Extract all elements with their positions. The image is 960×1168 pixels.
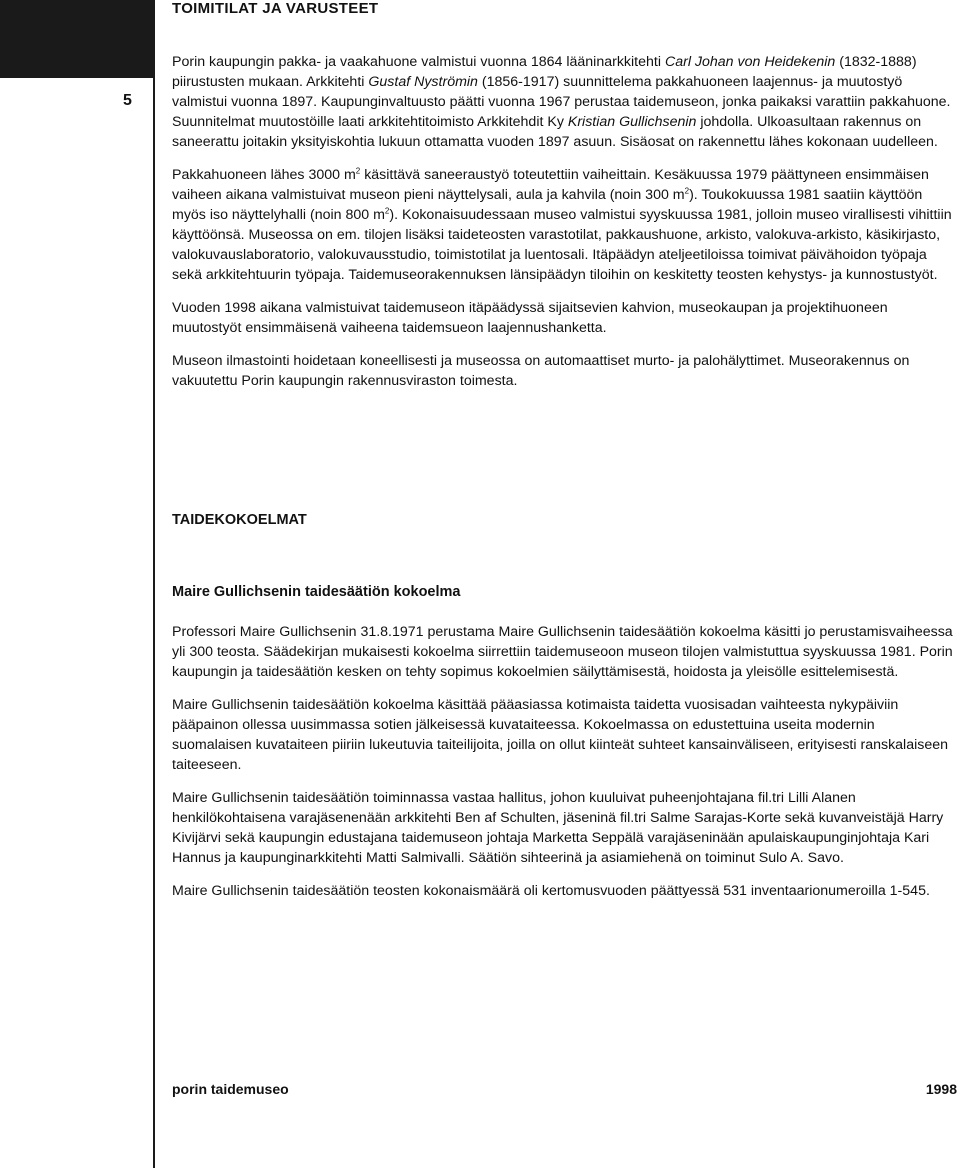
margin-vertical-rule <box>153 78 155 1168</box>
margin-black-block <box>0 0 155 78</box>
section-title: TOIMITILAT JA VARUSTEET <box>172 0 379 17</box>
heading-foundation-collection: Maire Gullichsenin taidesäätiön kokoelma <box>172 584 461 600</box>
history-paragraph-1: Porin kaupungin pakka- ja vaakahuone valmistui vuonna 1864 lääninarkkitehti Carl Johan von Heidekenin (1832-1888) piirustusten mukaan. Arkkitehti Gustaf Nyströmin (1856-1917) suunnittelema pakkahuoneen laajennus- ja muutostyö valmistui vuonna 1897. Kaupunginvaltuusto päätti vuonna 1967 perustaa taidemuseon, jonka paikaksi varattiin pakkahuone. Suunnitelmat muutostöille laati arkkitehtitoimisto Arkkitehdit Ky Kristian Gullichsenin johdolla. Ulkoasultaan rakennus on saneerattu joitakin yksityiskohtia lukuun ottamatta vuoden 1897 asuun. Sisäosat on rakennettu lähes kokonaan uudelleen. <box>172 54 951 150</box>
history-text-block <box>172 52 958 391</box>
history-paragraph-3: Vuoden 1998 aikana valmistuivat taidemuseon itäpäädyssä sijaitsevien kahvion, museokaupan ja projektihuoneen muutostyöt ensimmäisenä vaiheena taidemsueon laajennushanketta. <box>172 300 888 336</box>
page-number: 5 <box>123 92 132 109</box>
footer-publisher: porin taidemuseo <box>172 1081 289 1097</box>
footer-year: 1998 <box>925 1081 957 1097</box>
collection-paragraph-2: Maire Gullichsenin taidesäätiön kokoelma käsittää pääasiassa kotimaista taidetta vuosisadan vaihteesta nykypäiviin pääpainon ollessa uusimmassa sotien jälkeisessä kuvataiteessa. Kokoelmassa on edustettuina useita modernin suomalaisen kuvataiteen piiriin lukeutuvia taiteilijoita, joilla on ollut kiinteät suhteet kansainväliseen, erityisesti ranskalaiseen taiteeseen. <box>172 697 949 773</box>
collection-paragraph-1: Professori Maire Gullichsenin 31.8.1971 perustama Maire Gullichsenin taidesäätiön kokoelma käsitti jo perustamisvaiheessa yli 300 teosta. Säädekirjan mukaisesti kokoelma siirrettiin taidemuseoon museon tilojen valmistuttua syyskuussa 1981. Porin kaupungin ja taidesäätiön kesken on tehty sopimus kokoelmien säilyttämisestä, hoidosta ja yleisölle esittelemisestä. <box>172 624 953 680</box>
history-paragraph-4: Museon ilmastointi hoidetaan koneellisesti ja museossa on automaattiset murto- ja palohälyttimet. Museorakennus on vakuutettu Porin kaupungin rakennusviraston toimesta. <box>172 353 910 389</box>
collection-text-block <box>172 622 958 901</box>
heading-collections: TAIDEKOKOELMAT <box>172 512 307 528</box>
collection-paragraph-4: Maire Gullichsenin taidesäätiön teosten kokonaismäärä oli kertomusvuoden päättyessä 531 inventaarionumeroilla 1-545. <box>172 883 930 899</box>
collection-paragraph-3: Maire Gullichsenin taidesäätiön toiminnassa vastaa hallitus, johon kuuluivat puheenjohtajana fil.tri Lilli Alanen henkilökohtaisena varajäsenenään arkkitehti Ben af Schulten, jäseninä fil.tri Salme Sarajas-Korte sekä kuvanveistäjä Harry Kivijärvi sekä kaupungin edustajana taidemuseon johtaja Marketta Seppälä varajäseninään apulaiskaupunginjohtaja Kari Hannus ja kaupunginarkkitehti Matti Salmivalli. Säätiön sihteerinä ja asiamiehenä on toiminut Sulo A. Savo. <box>172 790 944 866</box>
history-paragraph-2: Pakkahuoneen lähes 3000 $m^2$ käsittävä saneeraustyö toteutettiin vaiheittain. Kesäkuussa 1979 päättyneen ensimmäisen vaiheen aikana valmistuivat museon pieni näyttelysali, aula ja kahvila (noin 300 $m^2$). Toukokuussa 1981 saatiin käyttöön myös iso näyttelyhalli (noin 800 $m^2$). Kokonaisuudessaan museo valmistui syyskuussa 1981, jolloin museo virallisesti vihittiin käyttöönsä. Museossa on em. tilojen lisäksi taideteosten varastotilat, pakkaushuone, arkisto, valokuva-arkisto, käsikirjasto, valokuvauslaboratorio, valokuvausstudio, toimistotilat ja luentosali. Itäpäädyn ateljeetiloissa toimivat päivähoidon työpaja sekä arkkitehtuurin työpaja. Taidemuseorakennuksen länsipäädyn tiloihin on keskitetty teosten kehystys- ja kunnostustyöt. <box>172 166 952 283</box>
